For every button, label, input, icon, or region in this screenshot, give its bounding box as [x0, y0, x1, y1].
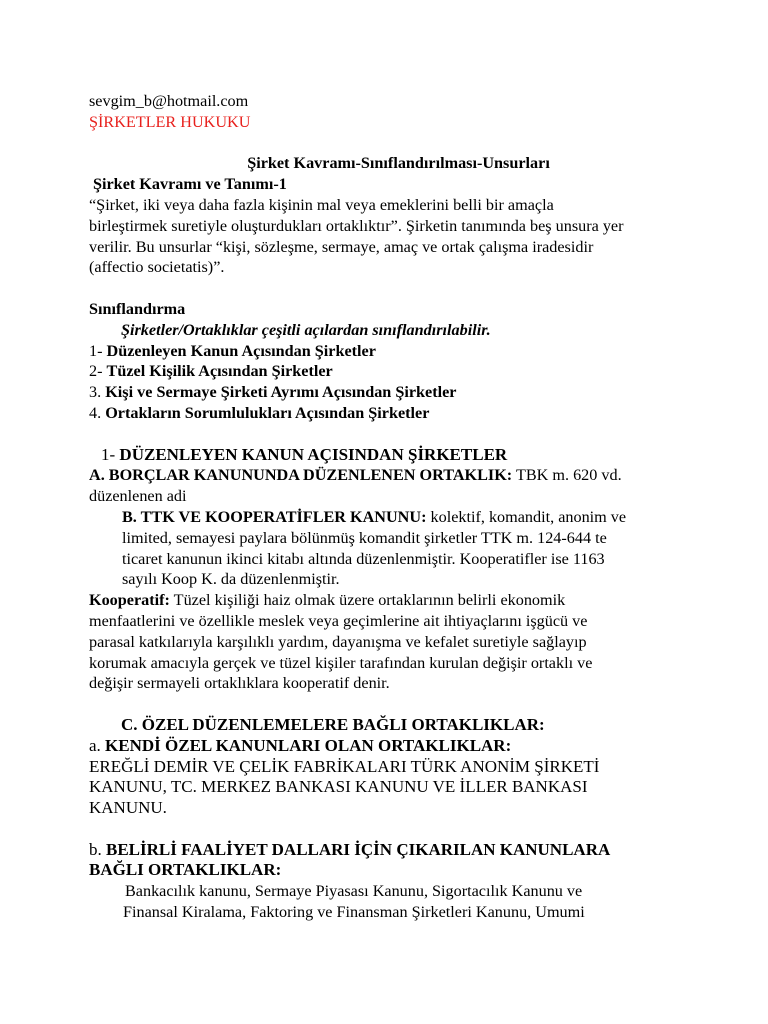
section-c-title: C. ÖZEL DÜZENLEMELERE BAĞLI ORTAKLIKLAR: [121, 714, 545, 734]
section-b-line: limited, semayesi paylara bölünmüş komandit şirketler TTK m. 124-644 te [122, 528, 607, 547]
author-email: sevgim_b@hotmail.com [89, 92, 249, 110]
classification-intro: Şirketler/Ortaklıklar çeşitli açılardan sınıflandırılabilir. [121, 320, 491, 339]
section-a-title: A. BORÇLAR KANUNUNDA DÜZENLENEN ORTAKLIK: [89, 466, 513, 485]
spacer [89, 424, 708, 445]
section-ca-label: a. [89, 735, 106, 755]
item-number: 2- [89, 362, 107, 381]
section-ca-title: KENDİ ÖZEL KANUNLARI OLAN ORTAKLIKLAR: [105, 735, 512, 755]
definition-line: birleştirmek suretiyle oluşturdukları ortaklıktır”. Şirketin tanımında beş unsura yer [89, 216, 624, 235]
classification-item [89, 382, 708, 403]
item-text: Düzenleyen Kanun Açısından Şirketler [106, 341, 376, 360]
spacer [89, 278, 708, 299]
definition-line: verilir. Bu unsurlar “kişi, sözleşme, sermaye, amaç ve ortak çalışma iradesidir [89, 237, 594, 256]
section-cb-line: Finansal Kiralama, Faktoring ve Finansman Şirketleri Kanunu, Umumi [123, 903, 585, 922]
classification-item [89, 361, 708, 382]
section-ca-line: KANUNU, TC. MERKEZ BANKASI KANUNU VE İLLER BANKASI [89, 777, 588, 797]
section-a-text: TBK m. 620 vd. [512, 466, 622, 485]
item-text: Kişi ve Sermaye Şirketi Ayrımı Açısından Şirketler [105, 383, 457, 402]
cooperative-line: menfaatlerini ve özellikle meslek veya geçimlerine ait ihtiyaçlarını işgücü ve [89, 611, 588, 630]
cooperative-line: parasal katkılarıyla karşılıklı yardım, dayanışma ve kefalet suretiyle sağlayıp [89, 632, 587, 651]
section-b-line: ticaret kanunun ikinci kitabı altında düzenlenmiştir. Kooperatifler ise 1163 [122, 549, 605, 568]
spacer [89, 694, 708, 715]
item-number: 3. [89, 383, 106, 402]
section-cb-title-line: BAĞLI ORTAKLIKLAR: [89, 860, 282, 880]
section-b [89, 507, 708, 528]
item-text: Tüzel Kişilik Açısından Şirketler [106, 362, 333, 381]
classification-item [89, 341, 708, 362]
section-b-line: sayılı Koop K. da düzenlenmiştir. [122, 570, 340, 589]
cooperative-line: değişir sermayeli ortaklıklara kooperatif denir. [89, 674, 390, 693]
definition-line: “Şirket, iki veya daha fazla kişinin mal veya emeklerini belli bir amaçla [89, 195, 554, 214]
item-number: 4. [89, 403, 106, 422]
part1-title: DÜZENLEYEN KANUN AÇISINDAN ŞİRKETLER [119, 444, 508, 464]
section-ca-line: KANUNU. [89, 798, 167, 818]
cooperative-definition [89, 590, 708, 611]
part1-number: 1- [101, 444, 120, 464]
classification-item [89, 403, 708, 424]
document-title: ŞİRKETLER HUKUKU [89, 112, 251, 131]
cooperative-line: korumak amacıyla gerçek ve tüzel kişiler tarafından kurulan değişir ortaklı ve [89, 653, 593, 672]
part1-heading [89, 445, 708, 466]
item-number: 1- [89, 341, 107, 360]
section-cb-label: b. [89, 839, 106, 859]
item-text: Ortakların Sorumlulukları Açısından Şirketler [105, 403, 430, 422]
section-b-title: B. TTK VE KOOPERATİFLER KANUNU: [122, 507, 427, 526]
cooperative-label: Kooperatif: [89, 591, 170, 610]
spacer [89, 819, 708, 840]
section-cb-title: BELİRLİ FAALİYET DALLARI İÇİN ÇIKARILAN KANUNLARA [106, 839, 611, 859]
section-ca [89, 736, 708, 757]
section-a [89, 465, 708, 486]
definition-line: (affectio societatis)”. [89, 258, 225, 277]
classification-heading: Sınıflandırma [89, 299, 186, 318]
cooperative-text: Tüzel kişiliği haiz olmak üzere ortaklarının belirli ekonomik [169, 591, 566, 610]
section-a-line: düzenlenen adi [89, 487, 187, 506]
section-ca-line: EREĞLİ DEMİR VE ÇELİK FABRİKALARI TÜRK ANONİM ŞİRKETİ [89, 756, 600, 776]
section-cb-line: Bankacılık kanunu, Sermaye Piyasası Kanunu, Sigortacılık Kanunu ve [125, 882, 583, 901]
section-title: Şirket Kavramı-Sınıflandırılması-Unsurları [247, 154, 550, 173]
section-b-text: kolektif, komandit, anonim ve [426, 507, 627, 526]
spacer [89, 133, 708, 154]
section-cb [89, 840, 708, 861]
subsection-title: Şirket Kavramı ve Tanımı-1 [93, 175, 287, 194]
